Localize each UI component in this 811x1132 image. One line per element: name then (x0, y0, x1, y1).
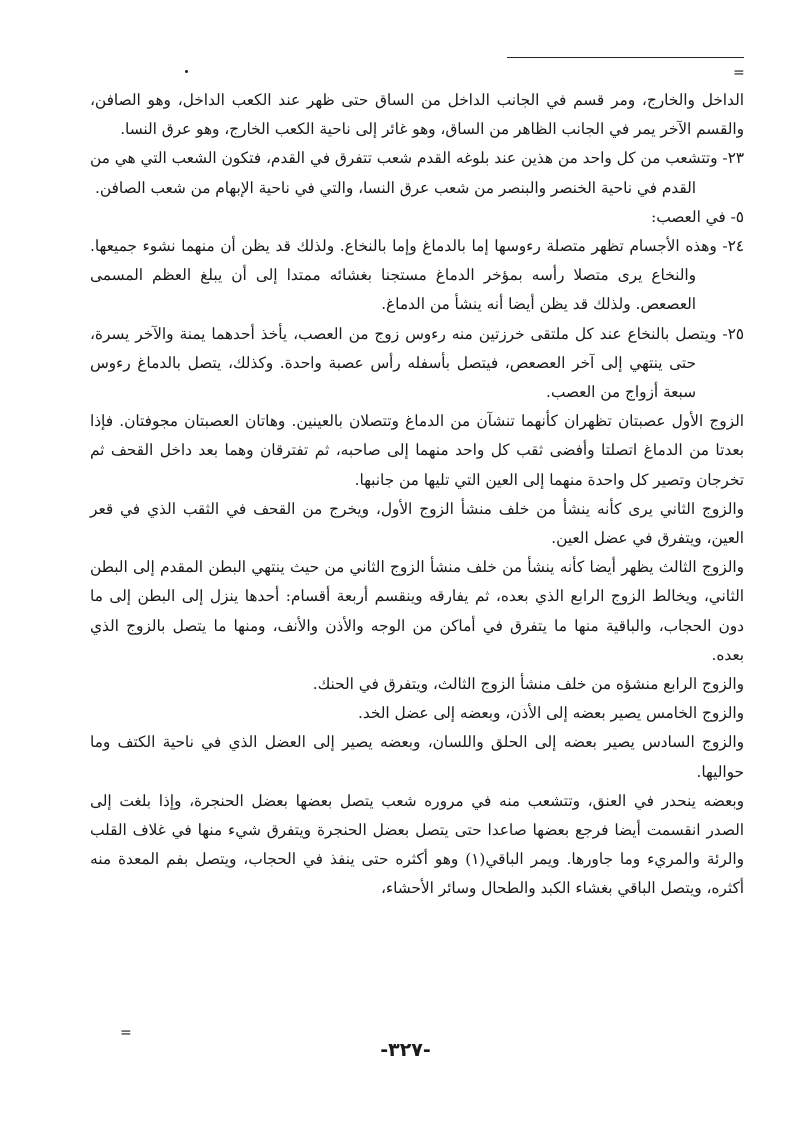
paragraph-fifth-pair: والزوج الخامس يصير بعضه إلى الأذن، وبعضه إلى عضل الخد. (357, 704, 744, 723)
paragraph-23: ٢٣- وتتشعب من كل واحد من هذين عند بلوغه القدم شعب تتفرق في القدم، فتكون الشعب التي هي من القدم في ناحية الخنصر والبنصر من شعب عرق النسا، والتي في ناحية الإبهام من شعب الصافن. (90, 149, 744, 197)
paragraph-first-pair: الزوج الأول عصبتان تظهران كأنهما تنشآن من الدماغ وتتصلان بالعينين. وهاتان العصبتان مجوفتان. فإذا بعدتا من الدماغ اتصلتا وأفضى ثقب كل واحد منهما إلى صاحبه، ثم تفترقان وهما بعد داخل القحف ثم تخرجان وتصير كل واحدة منهما إلى العين التي تليها من جانبها. (90, 412, 744, 489)
paragraph-second-pair: والزوج الثاني يرى كأنه ينشأ من خلف منشأ الزوج الأول، ويخرج من القحف في الثقب الذي في قعر العين، ويتفرق في عضل العين. (90, 499, 744, 548)
paragraph-sixth-pair-branches: وبعضه ينحدر في العنق، وتتشعب منه في مروره شعب يتصل بعضها بعضل الحنجرة، وإذا بلغت إلى الصدر انقسمت أيضا فرجع بعضها صاعدا حتى يتصل بعضل الحنجرة ويتفرق شيء منها في غلاف القلب والرئة والمريء وما جاورها. ويمر الباقي(١) وهو أكثره حتى ينفذ في الحجاب، ويتصل بفم المعدة منه أكثره، ويتصل الباقي بغشاء الكبد والطحال وسائر الأحشاء، (90, 791, 744, 898)
paragraph-24: ٢٤- وهذه الأجسام تظهر متصلة رءوسها إما بالدماغ وإما بالنخاع. ولذلك قد يظن أن منهما نشوء جميعها. والنخاع يرى متصلا رأسه بمؤخر الدماغ مستجنا بغشائه ممتدا إلى أن يبلغ العظم المسمى العصعص. ولذلك قد يظن أيضا أنه ينشأ من الدماغ. (90, 237, 744, 314)
section-heading-nerves: ٥- في العصب: (651, 207, 744, 226)
margin-continuation-mark-bottom: = (120, 1025, 132, 1041)
paragraph-continuation: الداخل والخارج، ومر قسم في الجانب الداخل من الساق حتى ظهر عند الكعب الداخل، وهو الصافن، والقسم الآخر يمر في الجانب الظاهر من الساق، وهو غائر إلى ناحية الكعب الخارج، وهو عرق النسا. (90, 91, 744, 139)
paragraph-fourth-pair: والزوج الرابع منشؤه من خلف منشأ الزوج الثالث، ويتفرق في الحنك. (312, 675, 744, 694)
body-text (90, 86, 744, 904)
paragraph-25: ٢٥- ويتصل بالنخاع عند كل ملتقى خرزتين منه رءوس زوج من العصب، يأخذ أحدهما يمنة والآخر يسرة، حتى ينتهي إلى آخر العصعص، فيتصل بأسفله رأس عصبة واحدة. وكذلك، يتصل بالدماغ رءوس سبعة أزواج من العصب. (90, 324, 744, 402)
page-number: -٣٢٧- (380, 1039, 431, 1061)
paragraph-sixth-pair: والزوج السادس يصير بعضه إلى الحلق واللسان، وبعضه يصير إلى العضل الذي في ناحية الكتف وما حواليها. (90, 733, 744, 781)
stray-dot-mark (185, 70, 188, 73)
header-rule (507, 57, 744, 58)
margin-continuation-mark-top: = (733, 65, 745, 81)
paragraph-third-pair: والزوج الثالث يظهر أيضا كأنه ينشأ من خلف منشأ الزوج الثاني من حيث ينتهي البطن المقدم إلى البطن الثاني، ويخالط الزوج الرابع الذي بعده، ثم يفارقه وينقسم أربعة أقسام: أحدها ينزل إلى البطن إلى ما دون الحجاب، والباقية منها ما يتفرق في أماكن من الوجه والأذن والأنف، ومنها ما يتصل بالزوج الذي بعده. (90, 558, 744, 664)
